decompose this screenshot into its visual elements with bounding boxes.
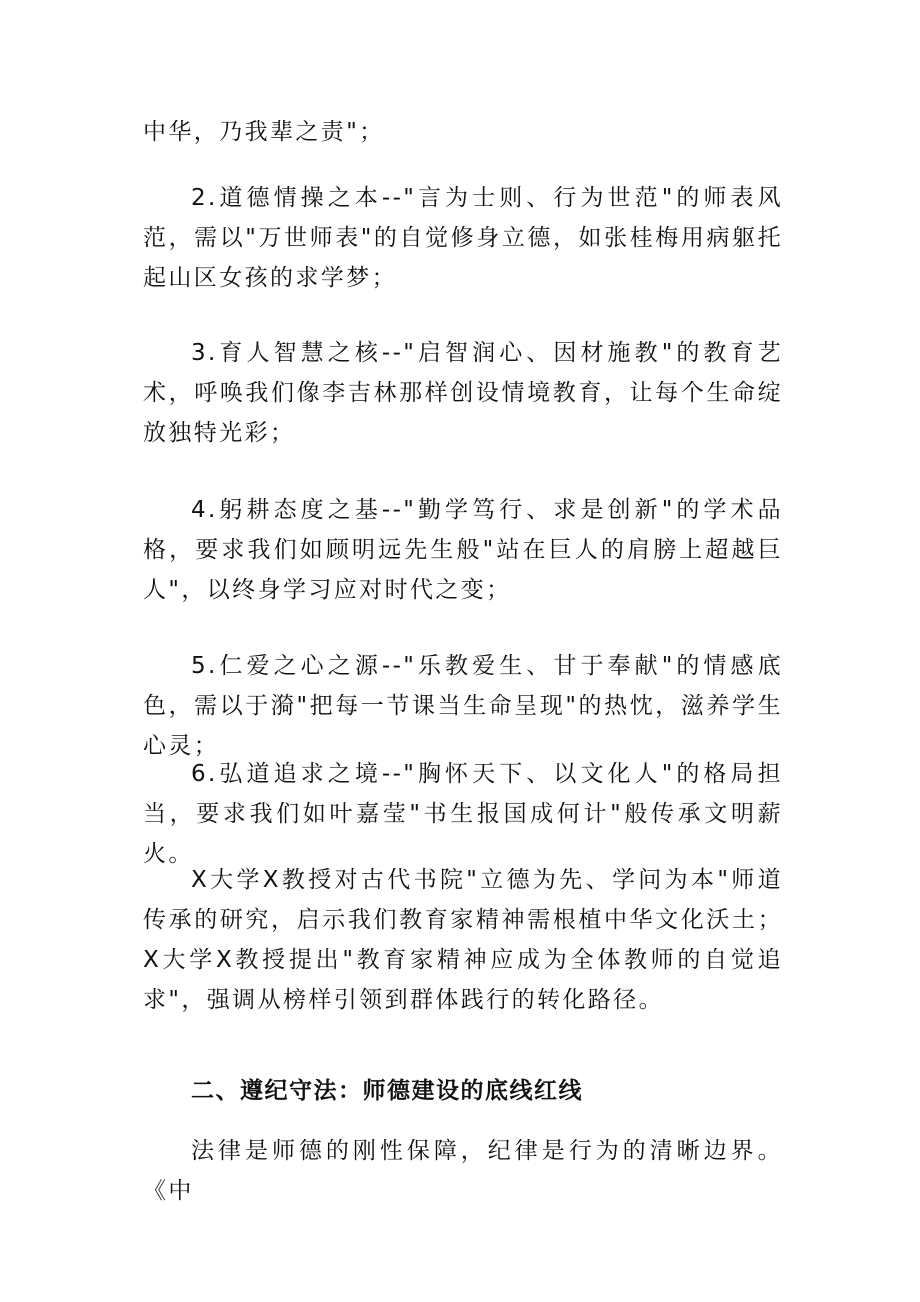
- paragraph-item-2: 2.道德情操之本--"言为士则、行为世范"的师表风范，需以"万世师表"的自觉修身立德，如张桂梅用病躯托起山区女孩的求学梦；: [143, 185, 783, 291]
- paragraph-item-4: 4.躬耕态度之基--"勤学笃行、求是创新"的学术品格，要求我们如顾明远先生般"站在巨人的肩膀上超越巨人"，以终身学习应对时代之变；: [143, 497, 783, 603]
- paragraph-item-3: 3.育人智慧之核--"启智润心、因材施教"的教育艺术，呼唤我们像李吉林那样创设情境教育，让每个生命绽放独特光彩；: [143, 340, 783, 446]
- paragraph-item-6: 6.弘道追求之境--"胸怀天下、以文化人"的格局担当，要求我们如叶嘉莹"书生报国成何计"般传承文明薪火。: [143, 761, 783, 867]
- paragraph-research: X大学X教授对古代书院"立德为先、学问为本"师道传承的研究，启示我们教育家精神需根植中华文化沃土；X大学X教授提出"教育家精神应成为全体教师的自觉追求"，强调从榜样引领到群体践行的转化路径。: [143, 867, 783, 1013]
- paragraph-law-intro: 法律是师德的刚性保障，纪律是行为的清晰边界。《中: [143, 1138, 783, 1204]
- paragraph-item-5: 5.仁爱之心之源--"乐教爱生、甘于奉献"的情感底色，需以于漪"把每一节课当生命呈现"的热忱，滋养学生心灵；: [143, 653, 783, 759]
- paragraph-continuation: 中华，乃我辈之责"；: [143, 119, 385, 145]
- section-heading: 二、遵纪守法：师德建设的底线红线: [191, 1078, 583, 1104]
